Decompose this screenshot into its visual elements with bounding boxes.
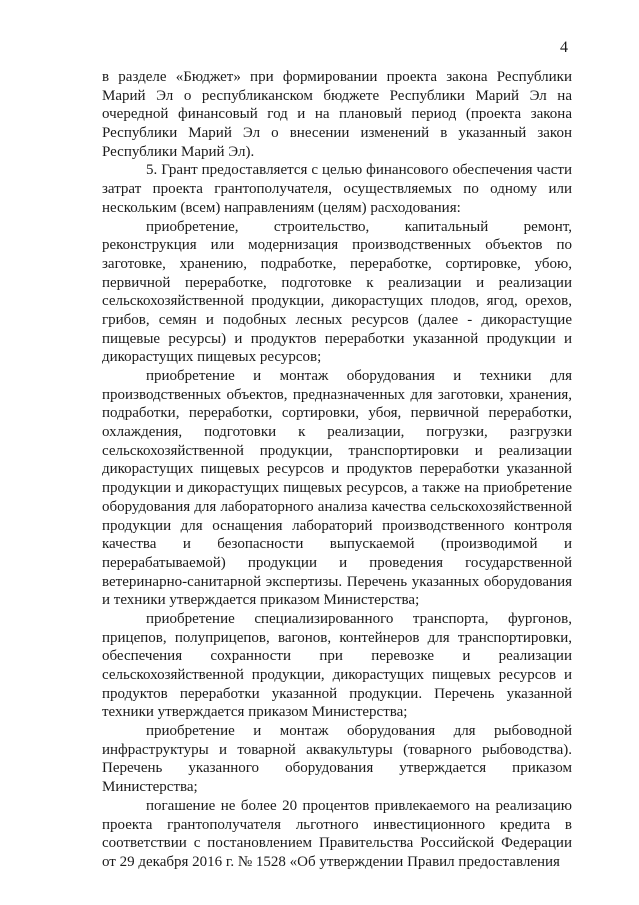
paragraph-grant-purpose: 5. Грант предоставляется с целью финансового обеспечения части затрат проекта грантополучателя, осуществляемых по одному или нескольким (всем) направлениям (целям) расходования:: [102, 162, 572, 216]
paragraph-equipment: приобретение и монтаж оборудования и техники для производственных объектов, предназначенных для заготовки, хранения, подработки, переработки, сортировки, убоя, первичной переработки, охлаждения, подготовки к реализации, погрузки, разгрузки сельскохозяйственной продукции, транспортировки и реализации дикорастущих пищевых ресурсов и продуктов переработки указанной продукции и дикорастущих пищевых ресурсов, а также на приобретение оборудования для лабораторного анализа качества сельскохозяйственной продукции для оснащения лабораторий производственного контроля качества и безопасности выпускаемой (производимой и перерабатываемой) продукции и проведения государственной ветеринарно-санитарной экспертизы. Перечень указанных оборудования и техники утверждается приказом Министерства;: [102, 368, 572, 609]
paragraph-construction: приобретение, строительство, капитальный ремонт, реконструкция или модернизация производственных объектов по заготовке, хранению, подработке, переработке, сортировке, убою, первичной переработке, подготовке к реализации и реализации сельскохозяйственной продукции, дикорастущих плодов, ягод, орехов, грибов, семян и подобных лесных ресурсов (далее - дикорастущие пищевые ресурсы) и продуктов переработки указанной продукции и дикорастущих пищевых ресурсов;: [102, 218, 572, 366]
paragraph-aquaculture: приобретение и монтаж оборудования для рыбоводной инфраструктуры и товарной аквакультуры (товарного рыбоводства). Перечень указанного оборудования утверждается приказом Министерства;: [102, 723, 572, 796]
document-body: [102, 68, 572, 872]
page-number: 4: [560, 39, 568, 56]
paragraph-transport: приобретение специализированного транспорта, фургонов, прицепов, полуприцепов, вагонов, контейнеров для транспортировки, обеспечения сохранности при перевозке и реализации сельскохозяйственной продукции, дикорастущих пищевых ресурсов и продуктов переработки указанной продукции. Перечень указанной техники утверждается приказом Министерства;: [102, 610, 572, 721]
paragraph-loan-repayment: погашение не более 20 процентов привлекаемого на реализацию проекта грантополучателя льготного инвестиционного кредита в соответствии с постановлением Правительства Российской Федерации от 29 декабря 2016 г. № 1528 «Об утверждении Правил предоставления: [102, 797, 572, 870]
paragraph-budget-section: в разделе «Бюджет» при формировании проекта закона Республики Марий Эл о республиканском бюджете Республики Марий Эл на очередной финансовый год и на плановый период (проекта закона Республики Марий Эл о внесении изменений в указанный закон Республики Марий Эл).: [102, 69, 572, 160]
